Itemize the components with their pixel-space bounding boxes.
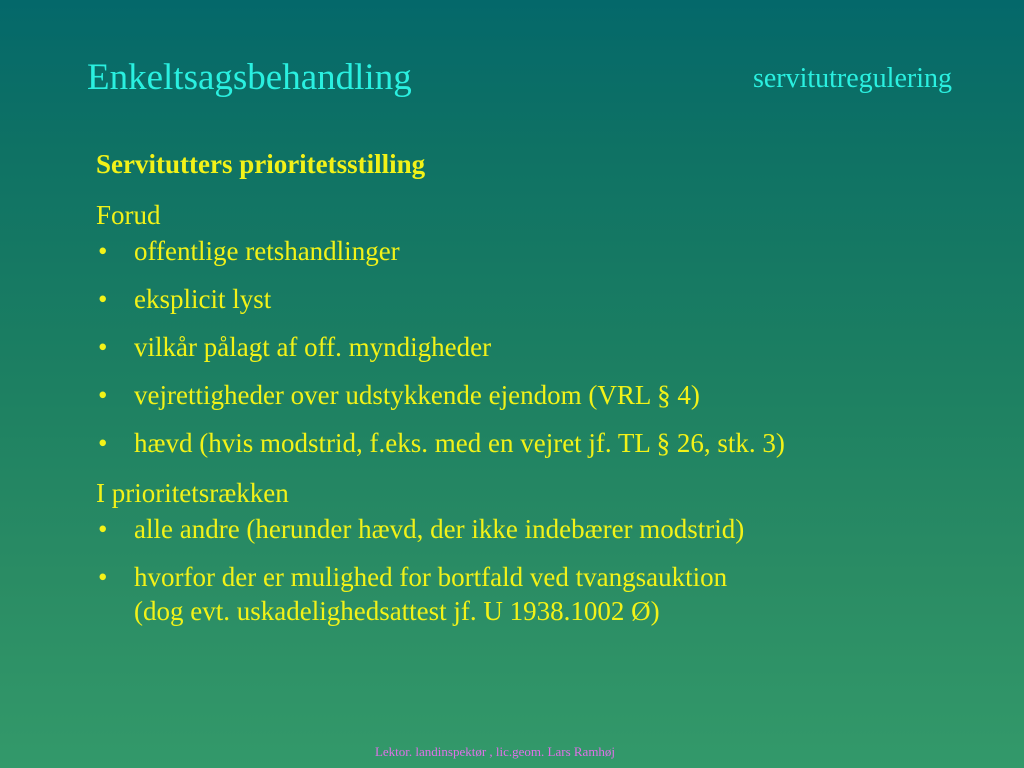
list-item [96,282,976,316]
footer-credit: Lektor. landinspektør , lic.geom. Lars Ramhøj [374,744,616,759]
bullet-icon: • [98,284,108,314]
list-item [96,512,976,546]
bullet-icon: • [98,236,108,266]
list-item-text: vejrettigheder over udstykkende ejendom (VRL § 4) [134,380,700,410]
list-item-continuation: (dog evt. uskadelighedsattest jf. U 1938.1002 Ø) [134,596,660,626]
list-item [96,378,976,412]
bullet-list-forud [96,234,976,460]
slide-content [96,144,976,642]
list-item-text: offentlige retshandlinger [134,236,400,266]
bullet-icon: • [98,428,108,458]
slide-title: Enkeltsagsbehandling [87,57,412,98]
list-item-text: hvorfor der er mulighed for bortfald ved tvangsauktion [134,562,728,592]
bullet-icon: • [98,380,108,410]
list-item-text: eksplicit lyst [134,284,272,314]
list-item [96,330,976,364]
list-item [96,560,976,628]
bullet-icon: • [98,562,108,592]
section-label-prioritetsraekken: I prioritetsrækken [96,478,289,508]
section-label-forud: Forud [96,200,161,230]
slide-subtitle: servitutregulering [752,63,952,94]
bullet-list-prioritetsraekken [96,512,976,628]
list-item-text: hævd (hvis modstrid, f.eks. med en vejret jf. TL § 26, stk. 3) [134,428,785,458]
list-item [96,426,976,460]
bullet-icon: • [98,514,108,544]
content-heading: Servitutters prioritetsstilling [96,149,426,179]
list-item-text: vilkår pålagt af off. myndigheder [134,332,492,362]
bullet-icon: • [98,332,108,362]
list-item [96,234,976,268]
list-item-text: alle andre (herunder hævd, der ikke indebærer modstrid) [134,514,745,544]
